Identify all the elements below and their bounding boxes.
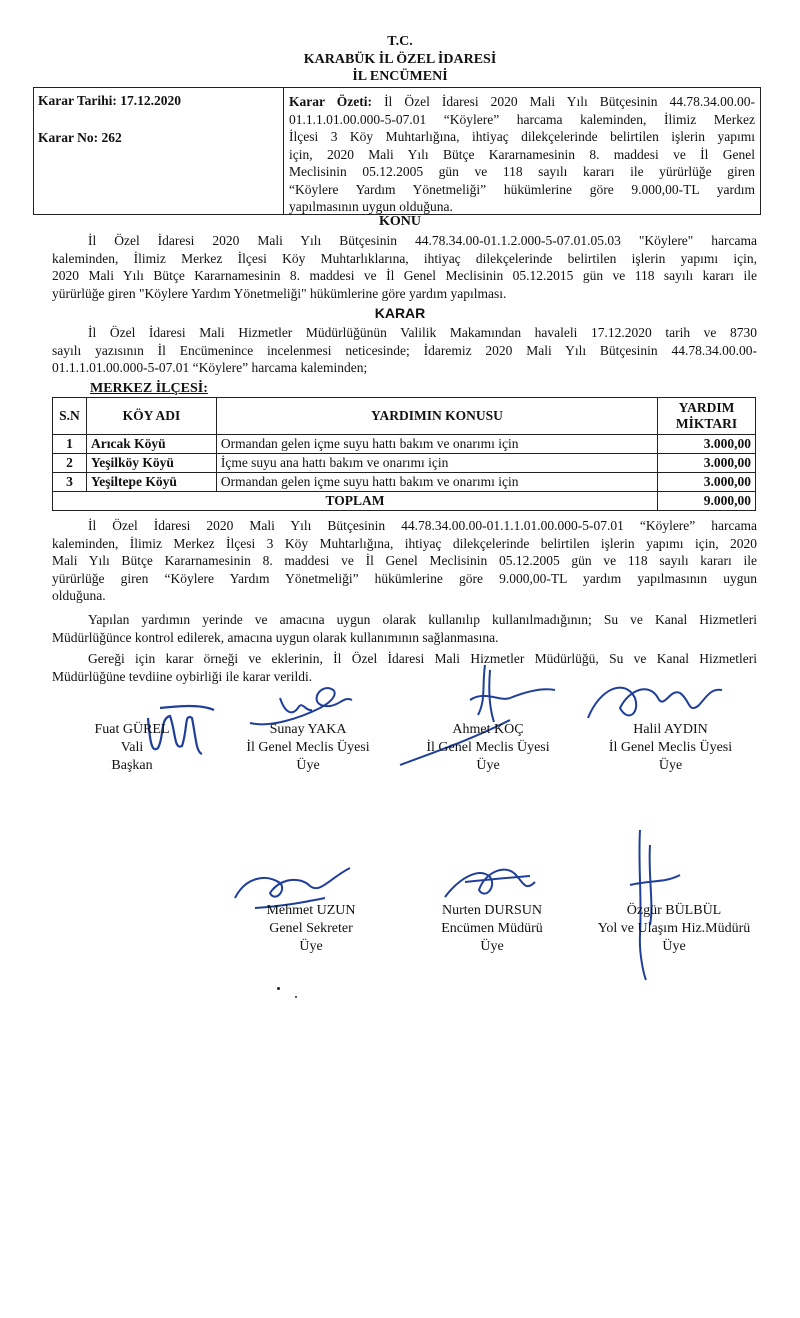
- signatory-role: Üye: [662, 939, 686, 954]
- karar-text: [52, 324, 757, 377]
- karar-line: 01.1.1.01.00.000-5-07.01 “Köylere” harcama kaleminden;: [52, 360, 368, 376]
- cell-subject: Ormandan gelen içme suyu hattı bakım ve onarımı için: [216, 435, 657, 454]
- cell-subject: Ormandan gelen içme suyu hattı bakım ve onarımı için: [216, 473, 657, 492]
- speck: [277, 987, 280, 990]
- delivery-line: Müdürlüğüne tevdiine oybirliği ile karar verildi.: [52, 668, 313, 684]
- konu-line: 2020 Mali Yılı Bütçe Kararnamesinin 8. maddesi ve İl Genel Meclisinin 05.12.2015 gün ve 118 sayılı kararı ile: [52, 268, 757, 284]
- cell-sn: 3: [53, 473, 87, 492]
- control-line: Müdürlüğünce kontrol edilerek, amacına uygun olarak kullanımının sağlanmasına.: [52, 629, 499, 645]
- district-title: MERKEZ İLÇESİ:: [90, 381, 208, 396]
- signatory-role: Üye: [480, 939, 504, 954]
- resolution-line: olduğuna.: [52, 588, 106, 604]
- signatory-secretary: [236, 902, 386, 956]
- summary-line: için, 2020 Mali Yılı Bütçe Kararnamesinin 8. maddesi ve İl Genel: [289, 146, 755, 162]
- control-paragraph: [52, 611, 757, 646]
- konu-title: KONU: [379, 214, 421, 229]
- signatory-role: Üye: [476, 758, 500, 773]
- signatory-role: Üye: [658, 758, 683, 773]
- cell-sn: 1: [53, 435, 87, 454]
- signatory-director: [412, 902, 572, 956]
- cell-amount: 3.000,00: [658, 473, 756, 492]
- summary-line: Meclisinin 05.12.2005 gün ve 118 sayılı kararı ile yürürlüğe giren: [289, 164, 755, 179]
- decision-summary: [289, 93, 755, 216]
- signatory-role: Üye: [299, 939, 323, 954]
- col-subject: YARDIMIN KONUSU: [216, 398, 657, 435]
- signature-scribble-4: [580, 668, 730, 728]
- signatory-name: Mehmet UZUN: [266, 903, 356, 918]
- signatory-title: Encümen Müdürü: [441, 921, 543, 936]
- konu-line: kaleminden, İlimiz Merkez İlçesi Köy Muhtarlıklarına, ihtiyaç dilekçelerinde belirtilen işlerin yapımı için,: [52, 250, 757, 266]
- konu-line: yürürlüğe giren "Köylere Yardım Yönetmeliği" hükümlerine göre yardım yapılması.: [52, 285, 507, 301]
- cell-village: Arıcak Köyü: [86, 435, 216, 454]
- decision-box-divider: [283, 87, 284, 215]
- signatory-role: Üye: [296, 758, 320, 773]
- col-amount: [658, 398, 756, 435]
- signatory-title: Yol ve Ulaşım Hiz.Müdürü: [597, 921, 751, 936]
- summary-line: “Köylere Yardım Yönetmeliği” hükümlerine göre 9.000,00-TL yardım: [289, 181, 755, 197]
- decision-number: Karar No: 262: [38, 130, 122, 145]
- karar-title: KARAR: [374, 305, 426, 321]
- cell-amount: 3.000,00: [658, 454, 756, 473]
- signatory-member: [228, 721, 388, 775]
- signatory-title: Vali: [120, 740, 144, 755]
- konu-line: İl Özel İdaresi 2020 Mali Yılı Bütçesinin 44.78.34.00-01.1.2.000-5-07.01.05.03 "Köylere" harcama: [88, 233, 757, 248]
- table-row: [53, 454, 756, 473]
- resolution-line: yürürlüğe giren “Köylere Yardım Yönetmeliği” hükümlerine göre 9.000,00-TL yardım yapılmasının uygun: [52, 570, 757, 586]
- signatory-name: Halil AYDIN: [633, 722, 708, 737]
- summary-line: 01.1.1.01.00.000-5-07.01 “Köylere” harcama kaleminden, İlimiz Merkez: [289, 111, 755, 127]
- decision-date: Karar Tarihi: 17.12.2020: [38, 93, 182, 108]
- konu-text: [52, 232, 757, 302]
- table-total-row: [53, 492, 756, 511]
- speck: [295, 996, 297, 998]
- summary-label: Karar Özeti:: [289, 94, 373, 109]
- signatory-name: Nurten DURSUN: [442, 903, 542, 918]
- signatory-title: İl Genel Meclis Üyesi: [608, 740, 733, 755]
- signatory-name: Sunay YAKA: [269, 722, 347, 737]
- header-council: İL ENCÜMENİ: [352, 69, 448, 84]
- signatory-director: [583, 902, 765, 956]
- aid-table: [52, 397, 756, 511]
- resolution-line: İl Özel İdaresi 2020 Mali Yılı Bütçesinin 44.78.34.00.00-01.1.1.01.00.000-5-07.01 “Köylere” harcama: [88, 518, 757, 533]
- table-header-row: [53, 398, 756, 435]
- delivery-line: Gereği için karar örneği ve eklerinin, İl Özel İdaresi Mali Hizmetler Müdürlüğü, Su ve Kanal Hizmetleri: [88, 651, 757, 666]
- summary-line: İl Özel İdaresi 2020 Mali Yılı Bütçesinin 44.78.34.00.00-: [384, 94, 756, 109]
- signatory-title: Genel Sekreter: [269, 921, 353, 936]
- signatory-role: Başkan: [111, 758, 153, 773]
- karar-line: sayılı yazısının İl Encümenince incelenmesi neticesinde; İdaremiz 2020 Mali Yılı Bütçesinin 44.78.34.00.00-: [52, 342, 757, 358]
- header-institution: KARABÜK İL ÖZEL İDARESİ: [303, 52, 497, 67]
- signatory-title: İl Genel Meclis Üyesi: [426, 740, 550, 755]
- signatory-name: Fuat GÜREL: [94, 722, 170, 737]
- resolution-paragraph: [52, 517, 757, 605]
- total-label: TOPLAM: [53, 492, 658, 511]
- cell-village: Yeşiltepe Köyü: [86, 473, 216, 492]
- cell-village: Yeşilköy Köyü: [86, 454, 216, 473]
- karar-line: İl Özel İdaresi Mali Hizmetler Müdürlüğünün Valilik Makamından havaleli 17.12.2020 tarih ve 8730: [88, 325, 757, 340]
- signatory-member: [588, 721, 753, 775]
- signatory-governor: [72, 721, 192, 775]
- table-row: [53, 473, 756, 492]
- resolution-line: Mali Yılı Bütçe Kararnamesinin 8. maddesi ve İl Genel Meclisinin 05.12.2005 gün ve 118 sayılı kararı ile: [52, 553, 757, 569]
- signatory-title: İl Genel Meclis Üyesi: [246, 740, 370, 755]
- col-amount-bottom: MİKTARI: [675, 416, 738, 431]
- cell-subject: İçme suyu ana hattı bakım ve onarımı için: [216, 454, 657, 473]
- resolution-line: kaleminden, İlimiz Merkez İlçesi 3 Köy Muhtarlığına, ihtiyaç dilekçelerinde belirtilen işlerin yapımı için, 2020: [52, 535, 757, 551]
- col-sn: S.N: [53, 398, 87, 435]
- summary-line: yapılmasının uygun olduğuna.: [289, 199, 453, 214]
- header-tc: T.C.: [387, 34, 413, 49]
- cell-amount: 3.000,00: [658, 435, 756, 454]
- col-village: KÖY ADI: [86, 398, 216, 435]
- signatory-member: [408, 721, 568, 775]
- table-row: [53, 435, 756, 454]
- summary-line: İlçesi 3 Köy Muhtarlığına, ihtiyaç dilekçelerinde belirtilen işlerin yapımı: [289, 129, 755, 144]
- col-amount-top: YARDIM: [678, 400, 735, 415]
- cell-sn: 2: [53, 454, 87, 473]
- control-line: Yapılan yardımın yerinde ve amacına uygun olarak kullanılıp kullanılmadığının; Su ve Kanal Hizmetleri: [88, 612, 757, 627]
- total-amount: 9.000,00: [658, 492, 756, 511]
- signatory-name: Ahmet KOÇ: [452, 722, 524, 737]
- signatory-name: Özgür BÜLBÜL: [626, 903, 722, 918]
